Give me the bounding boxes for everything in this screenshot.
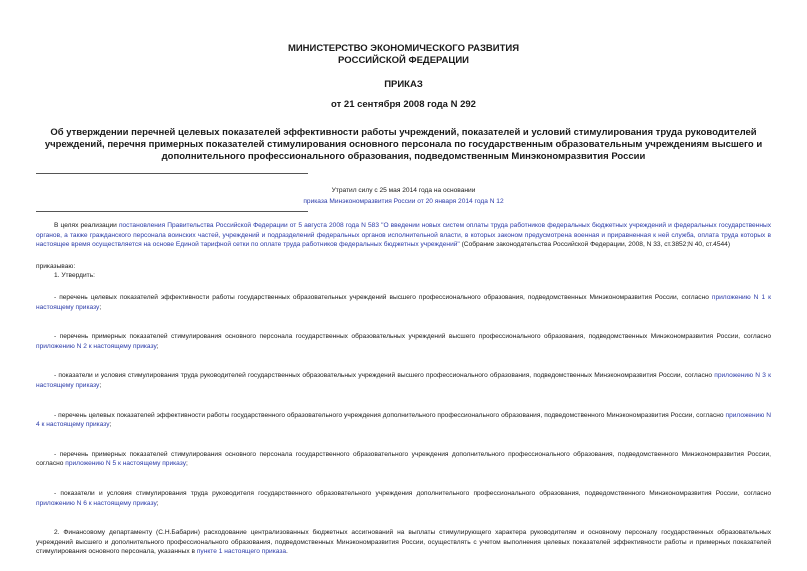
- appendix-link-2[interactable]: приложению N 2 к настоящему приказу: [36, 342, 157, 350]
- status-link[interactable]: приказа Минэкономразвития России от 20 января 2014 года N 12: [303, 198, 504, 205]
- list-item-end: ;: [156, 342, 159, 350]
- list-item-text: - перечень примерных показателей стимулирования основного персонала государственных образовательных учреждений высшего профессионального образования, подведомственных Минэкономразвития России, согласно: [54, 333, 771, 341]
- order-word: приказываю:: [36, 262, 76, 270]
- list-item-text: - перечень целевых показателей эффективности работы государственных образовательных учреждений высшего профессионального образования, подведомственных Минэкономразвития России, согласно: [54, 293, 712, 301]
- doc-title: Об утверждении перечней целевых показателей эффективности работы учреждений, показателей и условий стимулирования труда руководителей учреждений, перечня примерных показателей стимулирования основного персонала по государственным образовательным учреждениям высшего и дополнительного профессионального образования, подведомственным Минэкономразвития России: [44, 127, 763, 162]
- document-body: [36, 221, 771, 557]
- appendix-link-4[interactable]: приложению N 4 к настоящему приказу: [36, 411, 771, 429]
- list-item-end: ;: [156, 499, 159, 507]
- doc-type: ПРИКАЗ: [384, 79, 423, 90]
- item-2: [36, 528, 771, 557]
- intro-prefix: В целях реализации: [54, 222, 119, 229]
- list-item-text: - перечень примерных показателей стимулирования основного персонала государственного образовательного учреждения дополнительного профессионального образования, подведомственного Минэкономразвития России, согласно: [36, 450, 771, 468]
- item-2-text: 2. Финансовому департаменту (С.Н.Бабарин) расходование централизованных бюджетных ассигнований на выплаты стимулирующего характера руководителям и основному персоналу государственных образовательных учреждений высшего и дополнительного профессионального образования, подведомственных Минэкономразвития России, осуществлять с учетом выполнения целевых показателей эффективности работы и примерных показателей стимулирования основного персонала, указанных в: [36, 529, 771, 556]
- list-item: [36, 489, 771, 508]
- ministry-line-2: РОССИЙСКОЙ ФЕДЕРАЦИИ: [337, 55, 469, 66]
- list-item-text: - перечень целевых показателей эффективности работы государственного образовательного учреждения дополнительного профессионального образования, подведомственного Минэкономразвития России, согласно: [54, 411, 726, 419]
- list-item-end: ;: [99, 381, 102, 389]
- intro-paragraph: [36, 221, 771, 250]
- item-2-end: .: [286, 548, 288, 556]
- intro-link[interactable]: постановления Правительства Российской Федерации от 5 августа 2008 года N 583 "О введении новых систем оплаты труда работников федеральных бюджетных учреждений и федеральных государственных органов, а также гражданского персонала воинских частей, учреждений и подразделений федеральных органов исполнительной власти, в которых законом предусмотрена военная и приравненная к ней служба, оплата труда которых в настоящее время осуществляется на основе Единой тарифной сетки по оплате труда работников федеральных бюджетных учреждений": [36, 222, 772, 249]
- divider-top: [36, 173, 308, 174]
- doc-date-number: от 21 сентября 2008 года N 292: [331, 99, 476, 110]
- list-item-end: ;: [99, 303, 102, 311]
- appendix-link-6[interactable]: приложению N 6 к настоящему приказу: [36, 499, 157, 507]
- list-item: [36, 450, 771, 469]
- ministry-header: [36, 43, 771, 67]
- status-note: [36, 185, 771, 207]
- list-item: [36, 293, 771, 312]
- intro-suffix: (Собрание законодательства Российской Федерации, 2008, N 33, ст.3852;N 40, ст.4544): [459, 241, 731, 249]
- list-item-end: ;: [109, 421, 112, 429]
- ministry-line-1: МИНИСТЕРСТВО ЭКОНОМИЧЕСКОГО РАЗВИТИЯ: [287, 43, 520, 54]
- status-line: Утратил силу с 25 мая 2014 года на основании: [331, 187, 476, 194]
- list-item: [36, 371, 771, 390]
- list-item: [36, 332, 771, 351]
- list-item: [36, 411, 771, 430]
- list-item-text: - показатели и условия стимулирования труда руководителя государственного образовательного учреждения дополнительного профессионального образования, подведомственного Минэкономразвития России, согласно: [54, 489, 771, 497]
- divider-bottom: [36, 211, 308, 212]
- appendix-link-3[interactable]: приложению N 3 к настоящему приказу: [36, 372, 772, 389]
- list-item-text: - показатели и условия стимулирования труда руководителей государственных образовательных учреждений высшего профессионального образования, подведомственных Минэкономразвития России, согласно: [54, 372, 715, 380]
- item-1: 1. Утвердить:: [54, 272, 95, 280]
- appendix-link-5[interactable]: приложению N 5 к настоящему приказу: [65, 460, 187, 468]
- list-item-end: ;: [186, 460, 188, 468]
- appendix-link-1[interactable]: приложению N 1 к настоящему приказу: [36, 293, 771, 311]
- item-2-link[interactable]: пункте 1 настоящего приказа: [196, 548, 287, 556]
